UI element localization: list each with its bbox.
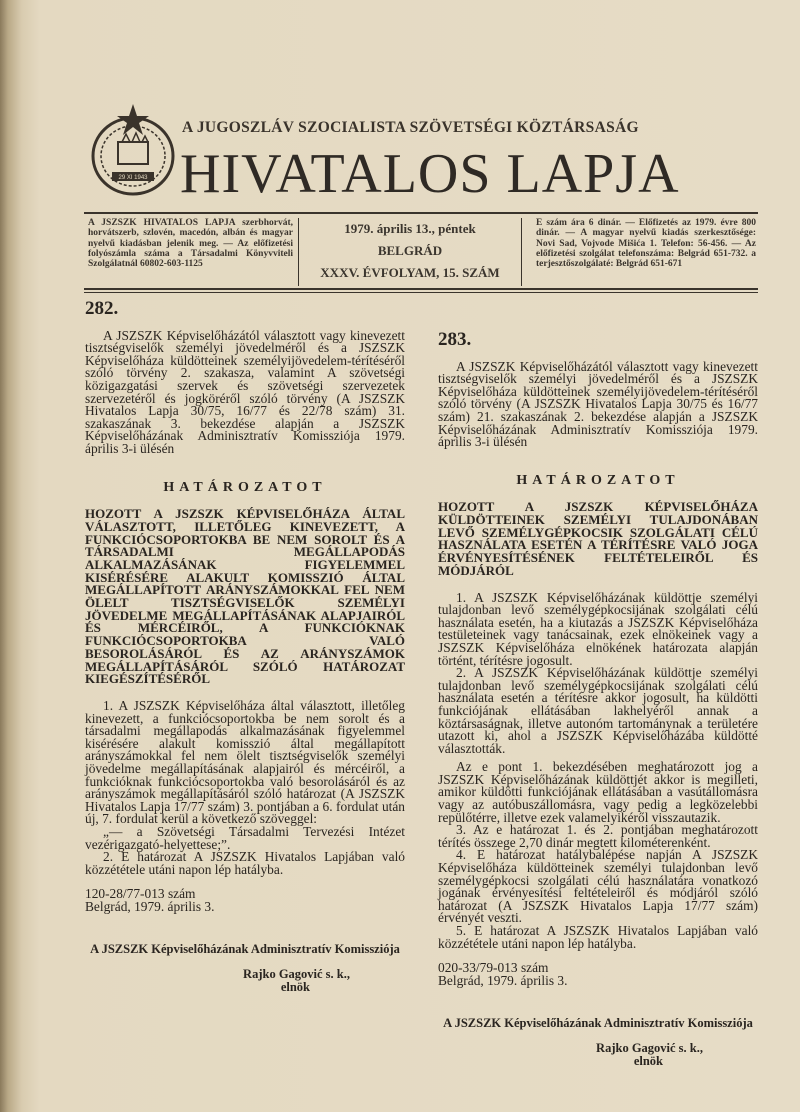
decision-heading: HOZOTT A JSZSZK KÉPVISELŐHÁZA ÁLTAL VÁLASZTOTT, ILLETŐLEG KINEVEZETT, A FUNKCIÓCSOPORTOKBA BE NEM SOROLT ÉS A TÁRSADALMI MEGÁLLAPODÁS ALKALMAZÁSÁNAK FIGYELEMMEL KISÉRÉSÉRE ALAKULT KOMISSZIÓ ÁLTAL MEGÁLLAPÍTOTT ARÁNYSZÁMOKKAL FEL NEM ÖLELT TISZTSÉGVISELŐK SZEMÉLYI JÖVEDELME MEGÁLLAPÍTÁSÁNAK ALAPJAIRÓL ÉS MÉRCÉIRŐL, A FUNKCIÓKNAK FUNKCIÓCSOPORTOKBA VALÓ BESOROLÁSÁRÓL ÉS AZ ARÁNYSZÁMOK MEGÁLLAPÍTÁSÁRÓL SZÓLÓ HATÁROZAT KIEGÉSZÍTÉSÉRŐL bbox=[85, 506, 405, 687]
reference-number: 020-33/79-013 szám bbox=[438, 960, 549, 976]
reference-place-date: Belgrád, 1979. április 3. bbox=[85, 898, 215, 914]
publication-title: HIVATALOS LAPJA bbox=[180, 143, 680, 205]
decision-paragraph: 2. A JSZSZK Képviselőházának küldöttje személyi tulajdonban levő személygépkocsijának szolgálati célú használata esetén a térítésre akkor jogosult, ha küldötti funkciójának ellátásában lakhelyéről annak a köztársaságnak, illetve autonóm tartománynak a területére utazott ki, ahol a JSZSZK Képviselőházába küldötté választották. bbox=[438, 665, 758, 756]
issue-details bbox=[298, 218, 522, 286]
decision-number: 283. bbox=[438, 329, 472, 350]
header-rule-top bbox=[84, 212, 758, 214]
decision-paragraph: 5. E határozat A JSZSZK Hivatalos Lapjában való közzététele utáni napon lép hatályba. bbox=[438, 923, 758, 951]
decision-title: HATÁROZATOT bbox=[516, 472, 680, 488]
signature-body: A JSZSZK Képviselőházának Adminisztratív Komissziója bbox=[443, 1016, 753, 1031]
header-rule-bottom-thin bbox=[84, 292, 758, 293]
decision-intro: A JSZSZK Képviselőházától választott vagy kinevezett tisztségviselők személyi jövedelméről és a JSZSZK Képviselőháza küldötteinek személyijövedelem-térítéséről szóló törvény (A JSZSZK Hivatalos Lapja 30/75 és 16/77 szám) 21. szakaszának 2. bekezdése alapján a JSZSZK Képviselőházának Adminisztratív Komissziója 1979. április 3-i ülésén bbox=[438, 358, 758, 450]
reference-place-date: Belgrád, 1979. április 3. bbox=[438, 972, 568, 988]
decision-heading: HOZOTT A JSZSZK KÉPVISELŐHÁZA KÜLDÖTTEINEK SZEMÉLYI TULAJDONÁBAN LEVŐ SZEMÉLYGÉPKOCSIK SZOLGÁLATI CÉLÚ HASZNÁLATA ESETÉN A TÉRÍTÉSRE VALÓ JOGA ÉRVÉNYESÍTÉSÉNEK FELTÉTELEIRŐL ÉS MÓDJÁRÓL bbox=[438, 499, 758, 578]
decision-paragraph: 3. Az e határozat 1. és 2. pontjában meghatározott térítés összege 2,70 dinár megtett kilométerenként. bbox=[438, 822, 758, 850]
signature-body: A JSZSZK Képviselőházának Adminisztratív Komissziója bbox=[90, 942, 400, 957]
decision-paragraph: 2. E határozat A JSZSZK Hivatalos Lapjában való közzététele utáni napon lép hatályba. bbox=[85, 849, 405, 877]
issue-info bbox=[84, 218, 758, 286]
signer-title: elnök bbox=[280, 979, 310, 994]
republic-name: A JUGOSZLÁV SZOCIALISTA SZÖVETSÉGI KÖZTÁRSASÁG bbox=[182, 119, 639, 136]
decision-paragraph: 4. E határozat hatálybalépése napján A JSZSZK Képviselőháza küldötteinek személyi tulajdonban levő személygépkocsi szolgálati célú használatára vonatkozó jogának érvényesítési feltételeiről és módjáról szóló határozat (A JSZSZK Hivatalos Lapja 17/77 szám) érvényét veszti. bbox=[438, 847, 758, 926]
issue-volume: XXXV. ÉVFOLYAM, 15. SZÁM bbox=[320, 265, 500, 280]
decision-paragraph: 1. A JSZSZK Képviselőházának küldöttje személyi tulajdonban levő személygépkocsijának szolgálati célú használata esetén, ha a kiutazás a JSZSZK Képviselőháza testületeinek vagy tanácsainak, ezek elnökeinek vagy a JSZSZK Képviselőháza elnökének határozata alapján történt, térítésre jogosult. bbox=[438, 589, 758, 668]
decision-paragraph: Az e pont 1. bekezdésében meghatározott jog a JSZSZK Képviselőházának küldöttjét akkor is megilleti, amikor küldötti funkciójának ellátásában a vasútállomásra vagy az autóbuszállomásra, vagy pedig a legközelebbi repülőtérre, illetve ezek valamelyikéről visszautazik. bbox=[438, 759, 758, 825]
subscription-info: E szám ára 6 dinár. — Előfizetés az 1979. évre 800 dinár. — A magyar nyelvű kiadás szerkesztősége: Novi Sad, Vojvode Mišića 1. Telefon: 56-456. — Az előfizetési szolgálat telefonszáma: Belgrád 651-732. a terjesztőszolgálaté: Belgrád 651-671 bbox=[536, 218, 756, 270]
emblem-date: 29 XI 1943 bbox=[118, 175, 148, 181]
decision-282 bbox=[85, 298, 405, 994]
decision-283 bbox=[438, 329, 758, 1068]
decision-number: 282. bbox=[85, 298, 119, 319]
decision-intro: A JSZSZK Képviselőházától választott vagy kinevezett tisztségviselők személyi jövedelméről és a JSZSZK Képviselőháza küldötteinek személyijövedelem-térítéséről szóló törvény 2. szakasza, valamint A szövetségi közigazgatási szervek és szövetségi szervezetek szervezetéről és jogköréről szóló törvény (A JSZSZK Hivatalos Lapja 30/75, 16/77 és 22/78 szám) 31. szakaszának 3. bekezdése alapján a JSZSZK Képviselőházának Adminisztratív Komissziója 1979. április 3-i ülésén bbox=[85, 327, 405, 456]
reference-number: 120-28/77-013 szám bbox=[85, 886, 196, 902]
decision-paragraph: „— a Szövetségi Társadalmi Tervezési Intézet vezérigazgató-helyettese;”. bbox=[85, 823, 405, 852]
decision-paragraph: 1. A JSZSZK Képviselőháza által választott, illetőleg kinevezett, a funkciócsoportokba be nem sorolt és a társadalmi megállapodás alkalmazásának figyelemmel kisérésére alakult komisszió által megállapított arányszámokkal fel nem ölelt tisztségviselők személyi jövedelme megállapításának alapjairól és mércéiről, a funkcióknak funkciócsoportokba való besorolásáról és az arányszámok megállapításáról szóló határozat (A JSZSZK Hivatalos Lapja 17/77 szám) 3. pontjában a 6. fordulat után új, 7. fordulat kerül a következő szöveggel: bbox=[85, 697, 405, 827]
signer-name: Rajko Gagović s. k., bbox=[596, 1040, 703, 1055]
signer-title: elnök bbox=[633, 1053, 663, 1068]
state-emblem-icon bbox=[88, 100, 178, 200]
signer-name: Rajko Gagović s. k., bbox=[243, 967, 350, 982]
header-rule-bottom bbox=[84, 288, 758, 290]
issue-date: 1979. április 13., péntek bbox=[344, 221, 476, 236]
issue-city: BELGRÁD bbox=[377, 243, 443, 258]
decision-title: HATÁROZATOT bbox=[163, 479, 327, 495]
publication-info: A JSZSZK HIVATALOS LAPJA szerbhorvát, horvátszerb, szlovén, macedón, albán és magyar nyelvű kiadásban jelenik meg. — Az előfizetési folyószámla száma a Társadalmi Könyvviteli Szolgálatnál 60802-603-1125 bbox=[88, 218, 293, 270]
